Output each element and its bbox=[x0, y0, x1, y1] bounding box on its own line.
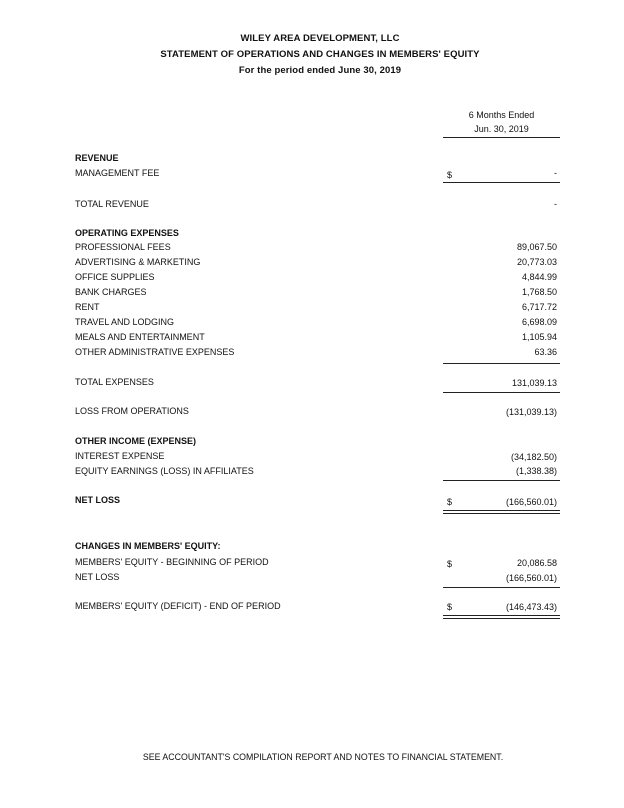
equity-label: NET LOSS bbox=[75, 572, 120, 582]
equity-end-label: MEMBERS' EQUITY (DEFICIT) - END OF PERIOD bbox=[75, 601, 281, 611]
net-loss-double-rule-top bbox=[443, 510, 560, 511]
currency-symbol: $ bbox=[447, 497, 453, 507]
equity-subtotal-rule bbox=[443, 587, 560, 588]
total-revenue-label: TOTAL REVENUE bbox=[75, 199, 149, 209]
other-income-rule bbox=[443, 480, 560, 481]
other-income-amount: (34,182.50) bbox=[510, 452, 557, 462]
statement-title: STATEMENT OF OPERATIONS AND CHANGES IN MEMBERS' EQUITY bbox=[160, 49, 480, 60]
expense-amount: 6,717.72 bbox=[521, 302, 557, 312]
expense-label: ADVERTISING & MARKETING bbox=[75, 257, 201, 267]
line-label: MANAGEMENT FEE bbox=[75, 168, 160, 178]
statement-period: For the period ended June 30, 2019 bbox=[238, 65, 402, 76]
equity-end-double-rule-bottom bbox=[443, 618, 560, 619]
net-loss-double-rule-bottom bbox=[443, 513, 560, 514]
company-name: WILEY AREA DEVELOPMENT, LLC bbox=[240, 33, 400, 44]
net-loss-amount: (166,560.01) bbox=[505, 497, 557, 507]
expense-amount: 4,844.99 bbox=[521, 272, 557, 282]
expense-amount: 1,768.50 bbox=[521, 287, 557, 297]
total-expenses-rule bbox=[443, 392, 560, 393]
expense-amount: 63.36 bbox=[534, 347, 557, 357]
equity-end-double-rule-top bbox=[443, 615, 560, 616]
amount-rule bbox=[443, 182, 560, 183]
expense-amount: 6,698.09 bbox=[521, 317, 557, 327]
expense-label: OTHER ADMINISTRATIVE EXPENSES bbox=[75, 347, 235, 357]
expense-label: MEALS AND ENTERTAINMENT bbox=[75, 332, 205, 342]
loss-from-operations-label: LOSS FROM OPERATIONS bbox=[75, 406, 189, 416]
total-expenses-label: TOTAL EXPENSES bbox=[75, 377, 154, 387]
expenses-subtotal-rule bbox=[443, 363, 560, 364]
other-income-label: EQUITY EARNINGS (LOSS) IN AFFILIATES bbox=[75, 466, 254, 476]
currency-symbol: $ bbox=[447, 170, 453, 180]
expense-label: PROFESSIONAL FEES bbox=[75, 242, 171, 252]
line-amount: - bbox=[554, 168, 557, 178]
expense-amount: 89,067.50 bbox=[516, 242, 557, 252]
other-income-label: INTEREST EXPENSE bbox=[75, 451, 165, 461]
total-expenses-amount: 131,039.13 bbox=[511, 378, 557, 388]
column-header-rule bbox=[443, 137, 560, 138]
footer-note: SEE ACCOUNTANT'S COMPILATION REPORT AND NOTES TO FINANCIAL STATEMENT. bbox=[142, 752, 504, 762]
expense-label: TRAVEL AND LODGING bbox=[75, 317, 175, 327]
loss-from-operations-amount: (131,039.13) bbox=[505, 407, 557, 417]
currency-symbol: $ bbox=[447, 559, 453, 569]
expense-amount: 20,773.03 bbox=[516, 257, 557, 267]
equity-amount: 20,086.58 bbox=[516, 558, 557, 568]
equity-heading: CHANGES IN MEMBERS' EQUITY: bbox=[75, 541, 221, 551]
total-revenue-amount: - bbox=[554, 199, 557, 209]
expense-amount: 1,105.94 bbox=[521, 332, 557, 342]
expense-label: OFFICE SUPPLIES bbox=[75, 272, 155, 282]
expense-label: BANK CHARGES bbox=[75, 287, 147, 297]
other-income-amount: (1,338.38) bbox=[515, 466, 557, 476]
column-header-line2: Jun. 30, 2019 bbox=[474, 124, 529, 134]
currency-symbol: $ bbox=[447, 602, 453, 612]
operating-expenses-heading: OPERATING EXPENSES bbox=[75, 228, 179, 238]
column-header-line1: 6 Months Ended bbox=[468, 110, 535, 120]
expense-label: RENT bbox=[75, 302, 100, 312]
equity-end-amount: (146,473.43) bbox=[505, 602, 557, 612]
net-loss-label: NET LOSS bbox=[75, 495, 121, 505]
other-income-heading: OTHER INCOME (EXPENSE) bbox=[75, 436, 197, 446]
equity-amount: (166,560.01) bbox=[505, 573, 557, 583]
revenue-heading: REVENUE bbox=[75, 153, 119, 163]
equity-label: MEMBERS' EQUITY - BEGINNING OF PERIOD bbox=[75, 557, 269, 567]
